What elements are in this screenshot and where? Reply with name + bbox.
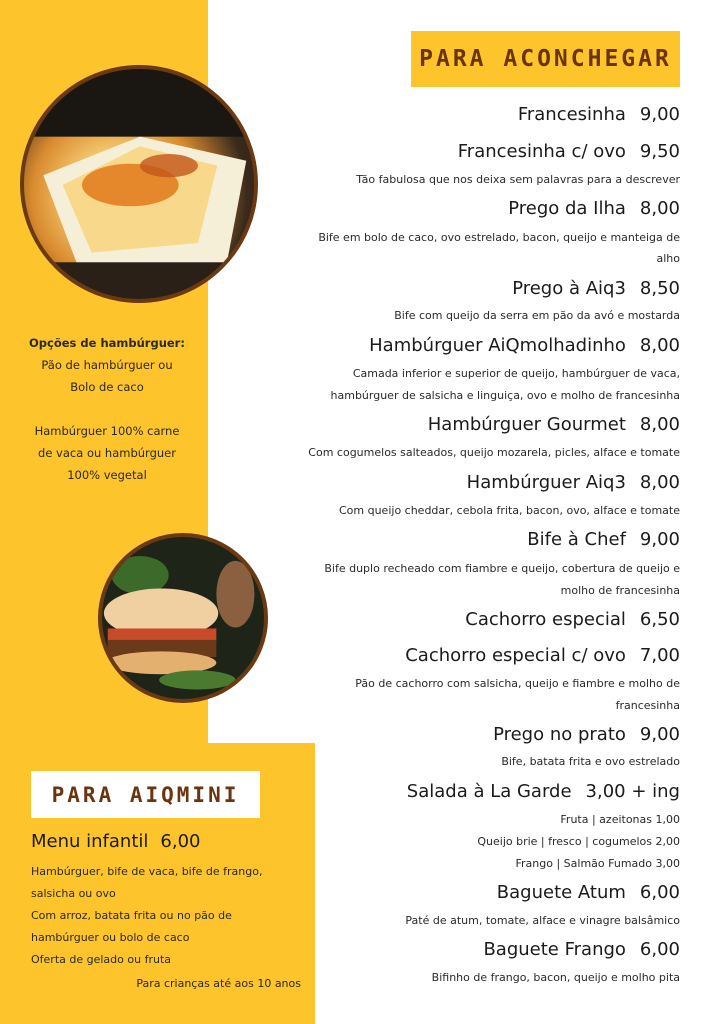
price: 6,00: [639, 882, 680, 903]
menu-item-baguete-atum: Baguete Atum 6,00: [496, 882, 680, 903]
menu-item-hamburguer-molhadinho: Hambúrguer AiQmolhadinho 8,00: [369, 335, 680, 356]
price: 9,00: [639, 104, 680, 125]
menu-item-hamburguer-aiq3: Hambúrguer Aiq3 8,00: [466, 472, 680, 493]
menu-item-description: Bifinho de frango, bacon, queijo e molho pita: [431, 971, 680, 984]
menu-item-description: Bife duplo recheado com fiambre e queijo, cobertura de queijo e: [324, 562, 680, 575]
menu-item-description: Camada inferior e superior de queijo, hambúrguer de vaca,: [352, 367, 680, 380]
burger-meat-line: Hambúrguer 100% carne: [34, 424, 180, 438]
menu-item-description: molho de francesinha: [560, 584, 680, 597]
menu-item-francesinha-ovo: Francesinha c/ ovo 9,50: [457, 141, 680, 162]
menu-item-bife-chef: Bife à Chef 9,00: [527, 529, 680, 550]
menu-item-prego-ilha: Prego da Ilha 8,00: [508, 198, 680, 219]
menu-item-cachorro-ovo: Cachorro especial c/ ovo 7,00: [405, 645, 680, 666]
menu-infantil-line: Oferta de gelado ou fruta: [31, 953, 171, 966]
price: 9,50: [639, 141, 680, 162]
section-title-aconchegar: PARA ACONCHEGAR: [411, 31, 680, 87]
menu-item-description: Frango | Salmão Fumado 3,00: [515, 857, 680, 870]
price: 7,00: [639, 645, 680, 666]
menu-item-description: Bife, batata frita e ovo estrelado: [501, 755, 680, 768]
menu-item-description: alho: [656, 252, 680, 265]
burger-options-line: Bolo de caco: [70, 380, 144, 394]
menu-item-description: francesinha: [615, 699, 680, 712]
price: 6,00: [160, 831, 201, 852]
menu-item-baguete-frango: Baguete Frango 6,00: [483, 939, 680, 960]
burger-meat-line: de vaca ou hambúrguer: [38, 446, 176, 460]
menu-item-description: Com queijo cheddar, cebola frita, bacon, ovo, alface e tomate: [338, 504, 680, 517]
burger-photo: [98, 533, 268, 703]
menu-item-description: Tão fabulosa que nos deixa sem palavras para a descrever: [356, 173, 680, 186]
menu-item-description: Bife com queijo da serra em pão da avó e mostarda: [394, 309, 680, 322]
burger-options-heading: Opções de hambúrguer:: [29, 336, 185, 350]
menu-item-description: Bife em bolo de caco, ovo estrelado, bacon, queijo e manteiga de: [318, 231, 680, 244]
menu-item-prego-aiq3: Prego à Aiq3 8,50: [512, 278, 680, 299]
burger-options-line: Pão de hambúrguer ou: [41, 358, 173, 372]
burger-meat-line: 100% vegetal: [67, 468, 147, 482]
francesinha-photo: [20, 65, 258, 303]
price: 8,00: [639, 335, 680, 356]
price: 9,00: [639, 724, 680, 745]
section-title-aiqmini: PARA AIQMINI: [31, 771, 260, 818]
price: 6,50: [639, 609, 680, 630]
menu-infantil-line: salsicha ou ovo: [31, 887, 116, 900]
menu-item-prego-prato: Prego no prato 9,00: [493, 724, 680, 745]
price: 9,00: [639, 529, 680, 550]
price: 8,00: [639, 198, 680, 219]
menu-infantil-line: hambúrguer ou bolo de caco: [31, 931, 190, 944]
menu-item-description: Fruta | azeitonas 1,00: [560, 813, 680, 826]
menu-item-description: Queijo brie | fresco | cogumelos 2,00: [477, 835, 680, 848]
menu-infantil-title: Menu infantil 6,00: [31, 831, 201, 852]
burger-options: [14, 332, 200, 398]
menu-item-description: Com cogumelos salteados, queijo mozarela, picles, alface e tomate: [308, 446, 680, 459]
menu-item-hamburguer-gourmet: Hambúrguer Gourmet 8,00: [427, 414, 680, 435]
price: 3,00 + ing: [585, 781, 680, 802]
menu-infantil-line: Hambúrguer, bife de vaca, bife de frango,: [31, 865, 263, 878]
menu-item-description: Pão de cachorro com salsicha, queijo e fiambre e molho de: [355, 677, 680, 690]
price: 8,00: [639, 472, 680, 493]
price: 8,00: [639, 414, 680, 435]
price: 8,50: [639, 278, 680, 299]
menu-item-description: Paté de atum, tomate, alface e vinagre balsâmico: [405, 914, 680, 927]
price: 6,00: [639, 939, 680, 960]
menu-item-cachorro: Cachorro especial 6,50: [465, 609, 680, 630]
menu-infantil-line: Com arroz, batata frita ou no pão de: [31, 909, 232, 922]
menu-item-salada: Salada à La Garde 3,00 + ing: [406, 781, 680, 802]
menu-infantil-note: Para crianças até aos 10 anos: [136, 977, 301, 990]
menu-item-description: hambúrguer de salsicha e linguiça, ovo e molho de francesinha: [330, 389, 680, 402]
menu-item-francesinha: Francesinha 9,00: [517, 104, 680, 125]
burger-illustration: [102, 537, 264, 699]
burger-meat-options: [14, 420, 200, 486]
francesinha-illustration: [24, 69, 254, 299]
